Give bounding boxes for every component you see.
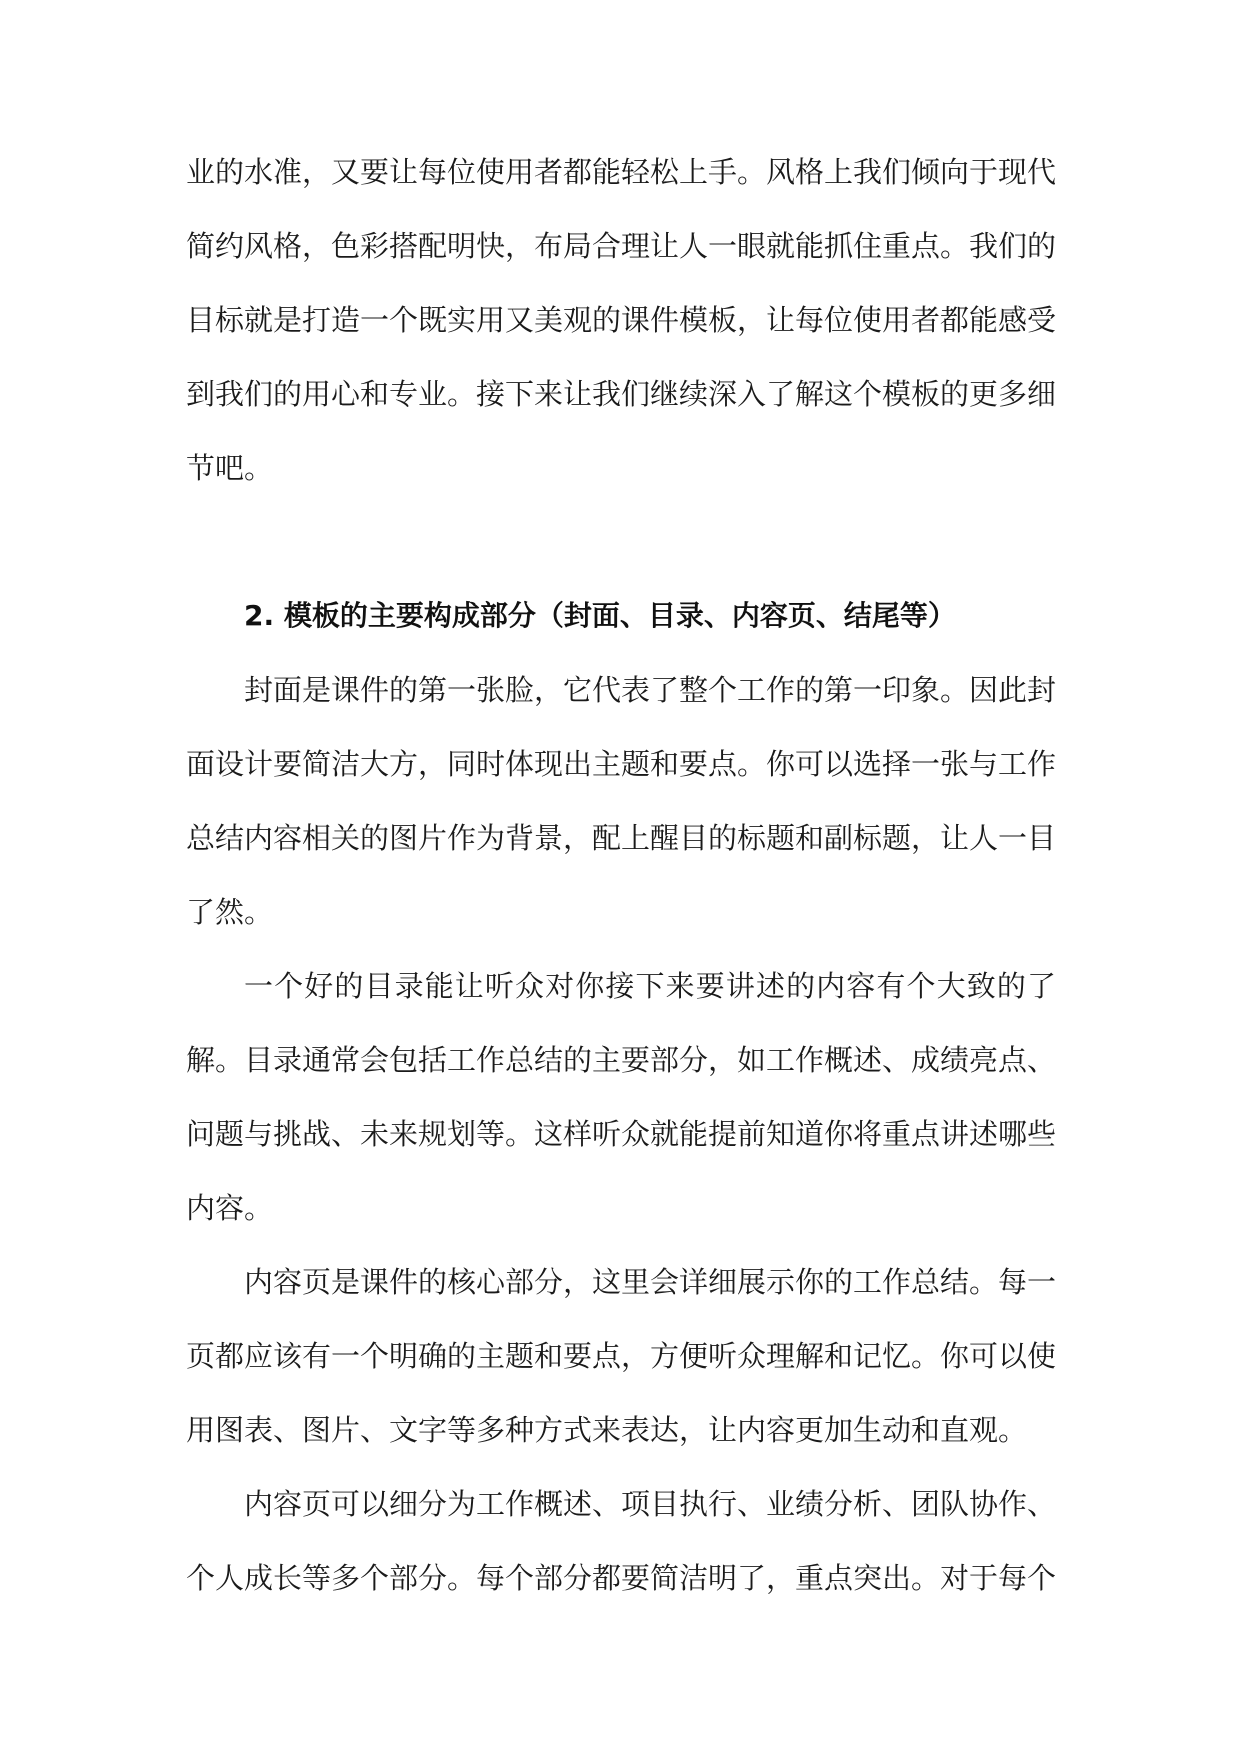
- paragraph-content-breakdown: 内容页可以细分为工作概述、项目执行、业绩分析、团队协作、个人成长等多个部分。每个部分都要简洁明了，重点突出。对于每个: [186, 1487, 1057, 1595]
- paragraph-content-page: 内容页是课件的核心部分，这里会详细展示你的工作总结。每一页都应该有一个明确的主题和要点，方便听众理解和记忆。你可以使用图表、图片、文字等多种方式来表达，让内容更加生动和直观。: [186, 1265, 1057, 1447]
- section-heading: 2. 模板的主要构成部分（封面、目录、内容页、结尾等）: [244, 599, 956, 632]
- continuation-paragraph: 业的水准，又要让每位使用者都能轻松上手。风格上我们倾向于现代简约风格，色彩搭配明快，布局合理让人一眼就能抓住重点。我们的目标就是打造一个既实用又美观的课件模板，让每位使用者都能感受到我们的用心和专业。接下来让我们继续深入了解这个模板的更多细节吧。: [186, 155, 1057, 485]
- paragraph-toc: 一个好的目录能让听众对你接下来要讲述的内容有个大致的了解。目录通常会包括工作总结的主要部分，如工作概述、成绩亮点、问题与挑战、未来规划等。这样听众就能提前知道你将重点讲述哪些内容。: [186, 969, 1057, 1225]
- document-body: [186, 135, 1056, 1615]
- paragraph-cover: 封面是课件的第一张脸，它代表了整个工作的第一印象。因此封面设计要简洁大方，同时体现出主题和要点。你可以选择一张与工作总结内容相关的图片作为背景，配上醒目的标题和副标题，让人一目了然。: [186, 673, 1057, 929]
